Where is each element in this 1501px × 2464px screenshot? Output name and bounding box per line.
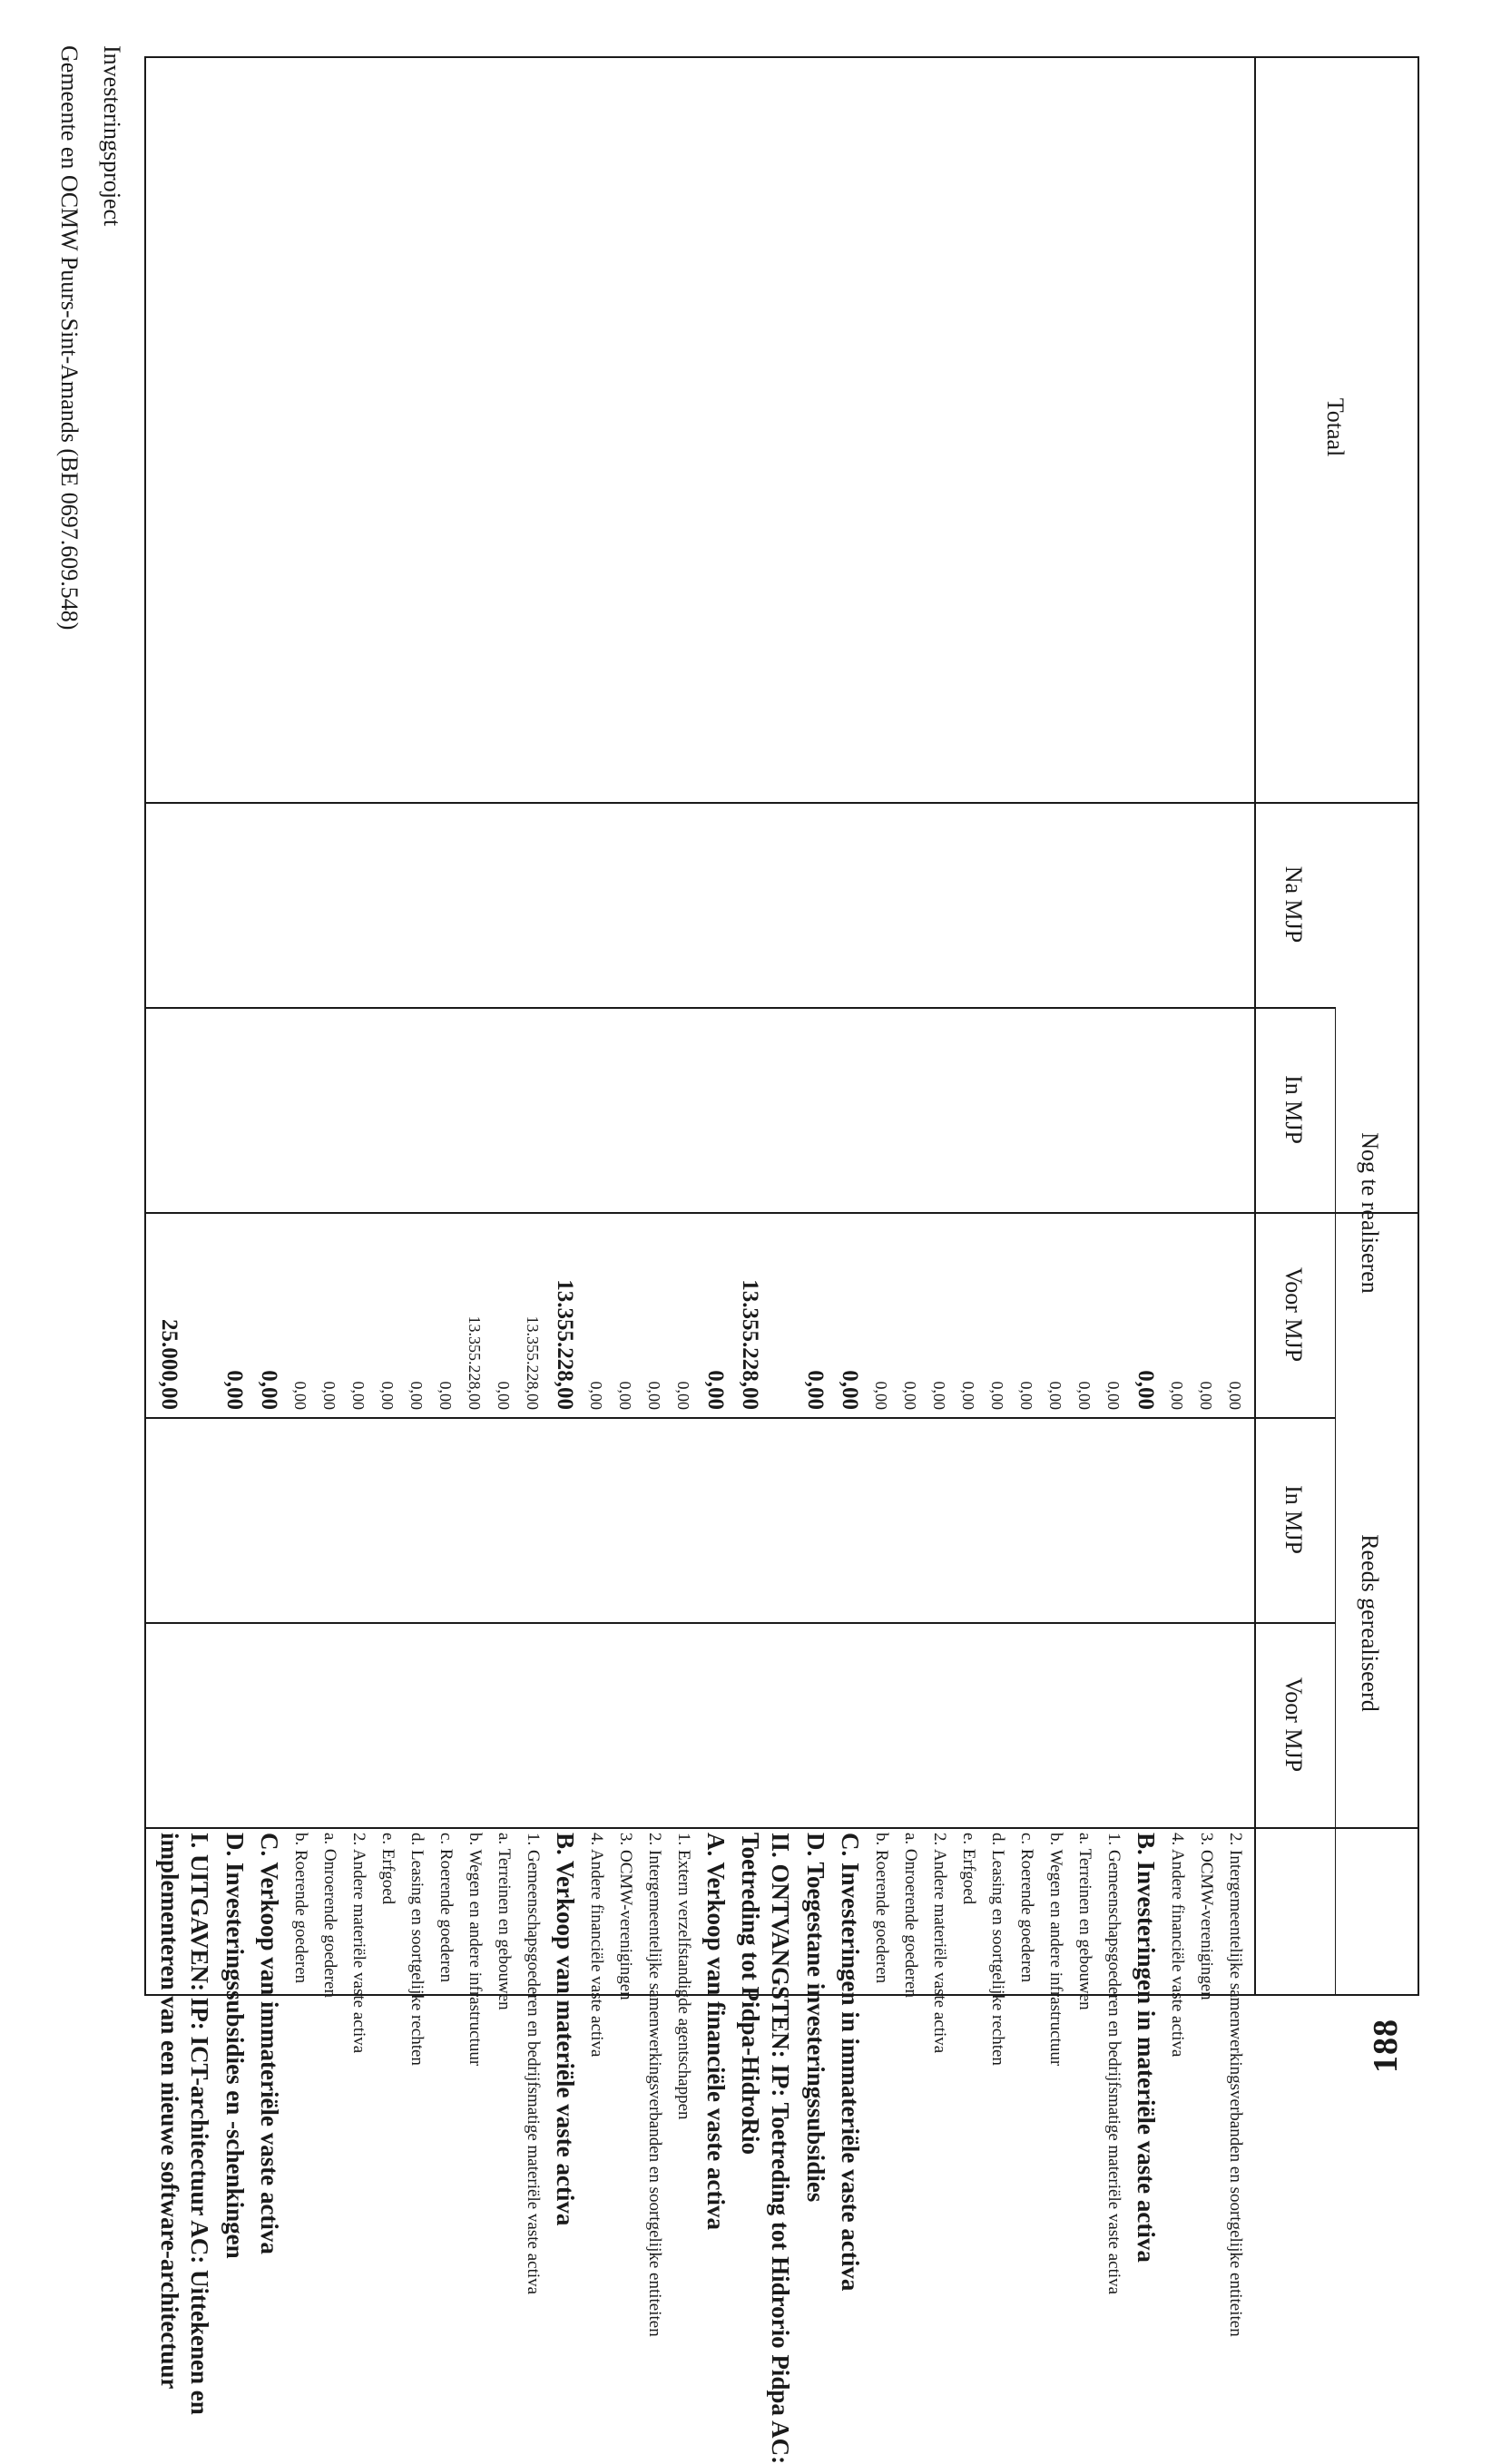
page-number: 188 [1367, 2019, 1405, 2073]
table-border-top [1418, 56, 1419, 1996]
table-row [671, 56, 700, 2120]
row-value-in-mjp: 0,00 [349, 1381, 368, 1410]
header-in-mjp-remaining: In MJP [1280, 1075, 1307, 1144]
table-row [868, 56, 898, 1996]
header-rule [1254, 56, 1256, 1996]
table-row [491, 56, 520, 2010]
table-row [153, 56, 219, 2415]
row-label: b. Wegen en andere infrastructuur [1045, 1833, 1065, 2067]
row-label-line: I. UITGAVEN: IP: ICT-architectuur AC: Uittekenen en [185, 1833, 213, 2415]
row-value-in-mjp: 13.355.228,00 [553, 1279, 577, 1410]
row-label: b. Roerende goederen [290, 1833, 310, 1984]
row-label: e. Erfgoed [958, 1833, 978, 1905]
table-row [898, 56, 927, 1996]
row-label: 2. Intergemeentelijke samenwerkingsverbanden en soortgelijke entiteiten [644, 1833, 664, 2337]
row-value-in-mjp: 0,00 [378, 1381, 397, 1410]
row-label-line: II. ONTVANGSTEN: IP: Toetreding tot Hidrorio Pidpa AC: [766, 1833, 794, 2464]
row-value-in-mjp: 0,00 [901, 1381, 919, 1410]
row-heading-label: C. Investeringen in immateriële vaste activa [837, 1833, 865, 2292]
row-value-in-mjp: 13.355.228,00 [738, 1279, 762, 1410]
table-row [253, 56, 288, 2254]
row-value-in-mjp: 0,00 [1133, 1370, 1158, 1410]
row-label: c. Roerende goederen [436, 1833, 456, 1983]
row-label: d. Leasing en soortgelijke rechten [987, 1833, 1007, 2066]
row-label: 2. Andere materiële vaste activa [348, 1833, 368, 2054]
table-row [1043, 56, 1072, 2067]
table-row [1164, 56, 1193, 2058]
row-label: 4. Andere financiële vaste activa [586, 1833, 606, 2058]
row-label: a. Onroerende goederen [319, 1833, 339, 1998]
table-row [520, 56, 549, 2295]
table-row [956, 56, 985, 1996]
row-heading-label: D. Toegestane investeringssubsidies [802, 1833, 830, 2203]
table-row [1101, 56, 1130, 2295]
header-total: Totaal [1322, 397, 1349, 457]
row-value-in-mjp: 0,00 [222, 1370, 247, 1410]
table-row [549, 56, 584, 2226]
row-label: b. Roerende goederen [871, 1833, 891, 1984]
table-row [1014, 56, 1043, 1996]
table-row [1222, 56, 1251, 2337]
table-row [462, 56, 491, 2067]
table-row [219, 56, 253, 2259]
row-value-in-mjp: 0,00 [674, 1381, 692, 1410]
table-row [375, 56, 404, 1996]
row-value-in-mjp: 0,00 [838, 1370, 862, 1410]
row-label: e. Erfgoed [378, 1833, 397, 1905]
row-label: a. Terreinen en gebouwen [494, 1833, 514, 2010]
row-heading-label [736, 1833, 795, 2464]
row-value-in-mjp: 13.355.228,00 [466, 1315, 484, 1410]
row-value-in-mjp: 0,00 [587, 1381, 605, 1410]
table-row [1130, 56, 1164, 2263]
group-rule-realised [1335, 1007, 1336, 1996]
row-value-in-mjp: 0,00 [320, 1381, 338, 1410]
row-label: c. Roerende goederen [1016, 1833, 1036, 1983]
row-value-in-mjp: 0,00 [988, 1381, 1006, 1410]
row-label-line: Toetreding tot Pidpa-HidroRio [737, 1833, 765, 2156]
header-group-realised: Reeds gerealiseerd [1357, 1534, 1383, 1712]
table-row [734, 56, 800, 2464]
table-row [404, 56, 433, 2066]
header-after-mjp: Na MJP [1280, 865, 1307, 944]
row-value-in-mjp: 0,00 [703, 1370, 728, 1410]
row-value-in-mjp: 0,00 [1046, 1381, 1064, 1410]
row-value-in-mjp: 0,00 [959, 1381, 977, 1410]
row-label: 1. Extern verzelfstandigde agentschappen [673, 1833, 693, 2120]
row-value-in-mjp: 0,00 [872, 1381, 890, 1410]
header-before-mjp-remaining: Voor MJP [1280, 1266, 1307, 1363]
table-row [433, 56, 462, 1996]
row-value-in-mjp: 0,00 [407, 1381, 426, 1410]
footer-project-label: Investeringsproject [99, 45, 125, 227]
row-heading-label: A. Verkoop van financiële vaste activa [702, 1833, 731, 2230]
row-label: 1. Gemeenschapsgoederen en bedrijfsmatige materiële vaste activa [1104, 1833, 1123, 2295]
row-value-in-mjp: 0,00 [291, 1381, 309, 1410]
row-label-line: implementeren van een nieuwe software-architectuur [156, 1833, 184, 2390]
row-value-in-mjp: 0,00 [495, 1381, 513, 1410]
row-label: 2. Andere materiële vaste activa [929, 1833, 949, 2054]
row-value-in-mjp: 0,00 [803, 1370, 828, 1410]
row-heading-label: B. Verkoop van materiële vaste activa [552, 1833, 580, 2226]
row-heading-label [155, 1833, 214, 2415]
header-before-mjp-realised: Voor MJP [1280, 1677, 1307, 1773]
header-group-remaining: Nog te realiseren [1357, 1132, 1383, 1294]
table-row [1072, 56, 1101, 2010]
row-value-in-mjp: 0,00 [645, 1381, 663, 1410]
table-row [927, 56, 956, 2054]
table-row [642, 56, 671, 2337]
row-value-in-mjp: 0,00 [257, 1370, 281, 1410]
footer-entity: Gemeente en OCMW Puurs-Sint-Amands (BE 0697.609.548) [56, 45, 83, 631]
row-heading-label: B. Investeringen in materiële vaste activa [1133, 1833, 1161, 2263]
table-row [834, 56, 868, 2292]
header-in-mjp-realised: In MJP [1280, 1485, 1307, 1554]
table-row [346, 56, 375, 2054]
row-value-in-mjp: 0,00 [437, 1381, 455, 1410]
table-row [1193, 56, 1222, 2000]
row-value-in-mjp: 0,00 [1197, 1381, 1215, 1410]
row-label: b. Wegen en andere infrastructuur [465, 1833, 485, 2067]
row-label: a. Terreinen en gebouwen [1074, 1833, 1094, 2010]
row-label: a. Onroerende goederen [900, 1833, 920, 1998]
row-label: 1. Gemeenschapsgoederen en bedrijfsmatige materiële vaste activa [523, 1833, 543, 2295]
table-row [317, 56, 346, 1996]
row-value-in-mjp: 0,00 [1226, 1381, 1244, 1410]
row-label: 4. Andere financiële vaste activa [1167, 1833, 1187, 2058]
table-row [584, 56, 613, 2058]
row-heading-label: C. Verkoop van immateriële vaste activa [256, 1833, 284, 2254]
row-label: 2. Intergemeentelijke samenwerkingsverbanden en soortgelijke entiteiten [1225, 1833, 1245, 2337]
table-row [288, 56, 317, 1996]
row-value-in-mjp: 0,00 [930, 1381, 948, 1410]
row-value-in-mjp: 13.355.228,00 [524, 1315, 542, 1410]
row-value-in-mjp: 0,00 [1104, 1381, 1123, 1410]
row-label: d. Leasing en soortgelijke rechten [407, 1833, 427, 2066]
row-value-in-mjp: 0,00 [1075, 1381, 1094, 1410]
table-border-bottom [144, 56, 146, 1996]
row-value-in-mjp: 0,00 [1017, 1381, 1035, 1410]
table-row [700, 56, 734, 2230]
row-heading-label: D. Investeringssubsidies en -schenkingen [221, 1833, 250, 2259]
table-row [985, 56, 1014, 2066]
row-value-in-mjp: 0,00 [1168, 1381, 1186, 1410]
row-value-in-mjp: 25.000,00 [157, 1319, 181, 1410]
table-row [800, 56, 834, 2203]
row-value-in-mjp: 0,00 [616, 1381, 634, 1410]
table-row [613, 56, 642, 2000]
row-label: 3. OCMW-verenigingen [1196, 1833, 1216, 2000]
row-label: 3. OCMW-verenigingen [615, 1833, 635, 2000]
